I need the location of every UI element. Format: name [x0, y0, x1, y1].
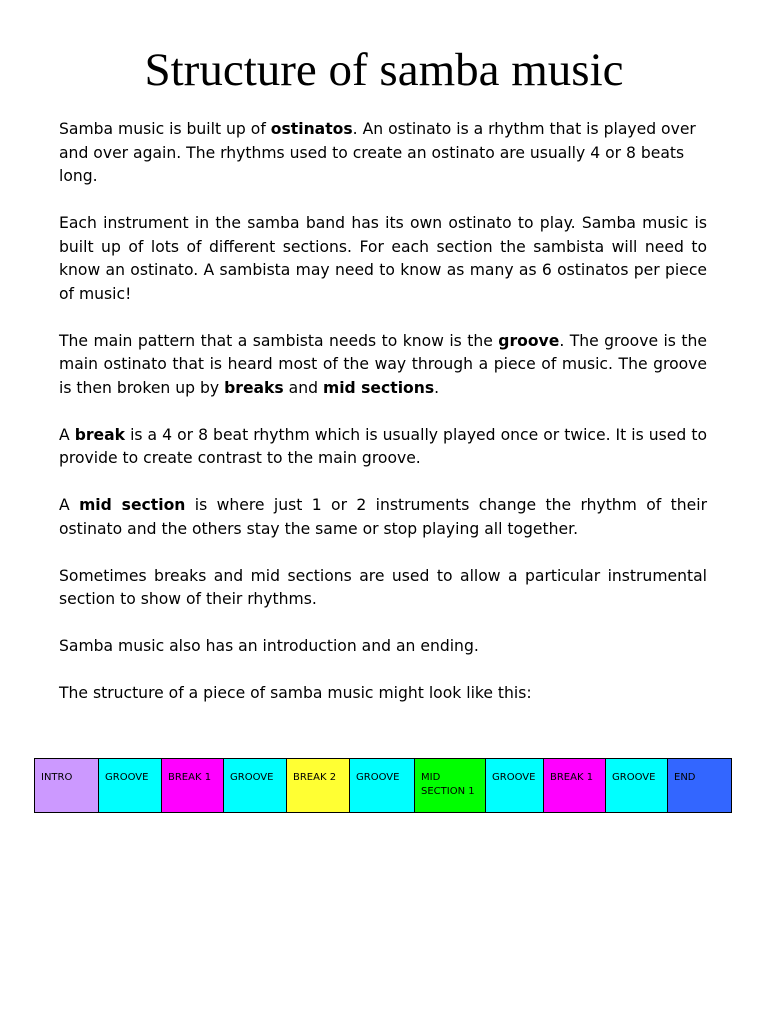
paragraph	[59, 118, 707, 189]
structure-cell: MID SECTION 1	[415, 759, 486, 812]
structure-cell: GROOVE	[99, 759, 162, 812]
paragraph-text: Samba music is built up of	[59, 120, 271, 138]
bold-term: break	[74, 425, 126, 444]
bold-term: groove	[498, 331, 560, 350]
paragraph	[59, 330, 707, 401]
paragraph	[59, 212, 707, 306]
paragraph-text: Samba music also has an introduction and an ending.	[59, 637, 479, 655]
bold-term: breaks	[224, 378, 284, 397]
page-title: Structure of samba music	[144, 44, 624, 96]
structure-cell: BREAK 1	[544, 759, 606, 812]
paragraph-text: Sometimes breaks and mid sections are used to allow a particular instrumental section to show of their rhythms.	[59, 566, 707, 608]
bold-term: mid sections	[322, 378, 435, 397]
structure-cell: BREAK 1	[162, 759, 224, 812]
paragraph	[59, 424, 707, 471]
paragraph-text: The main pattern that a sambista needs to know is the	[59, 331, 499, 350]
paragraph	[59, 682, 707, 706]
paragraph-text: .	[434, 378, 440, 397]
structure-cell: BREAK 2	[287, 759, 350, 812]
structure-cell: INTRO	[35, 759, 99, 812]
structure-cell: END	[668, 759, 731, 812]
structure-cell: GROOVE	[224, 759, 287, 812]
paragraph-text: is where just 1 or 2 instruments change the rhythm of their ostinato and the others stay the same or stop playing all together.	[59, 496, 708, 538]
paragraph-text: and	[283, 378, 323, 397]
bold-term: ostinatos	[270, 120, 353, 138]
structure-table	[34, 758, 732, 813]
paragraph-text: The structure of a piece of samba music might look like this:	[59, 684, 532, 702]
structure-cell: GROOVE	[606, 759, 668, 812]
paragraph	[59, 635, 707, 659]
bold-term: mid section	[79, 496, 186, 514]
paragraph-text: A	[59, 425, 75, 444]
body-text	[59, 118, 707, 729]
paragraph-text: is a 4 or 8 beat rhythm which is usually played once or twice. It is used to provide to create contrast to the main groove.	[59, 425, 707, 467]
paragraph	[59, 565, 707, 612]
paragraph-text: A	[59, 496, 80, 514]
paragraph-text: . An ostinato is a rhythm that is played over and over again. The rhythms used to create an ostinato are usually 4 or 8 beats long.	[59, 120, 696, 185]
paragraph	[59, 494, 707, 541]
paragraph-text: Each instrument in the samba band has its own ostinato to play. Samba music is built up of lots of different sections. For each section the sambista will need to know an ostinato. A sambista may need to know as many as 6 ostinatos per piece of music!	[59, 214, 707, 303]
structure-cell: GROOVE	[486, 759, 544, 812]
paragraph-text: . The groove is the main ostinato that is heard most of the way through a piece of music. The groove is then broken up by	[59, 331, 707, 397]
structure-cell: GROOVE	[350, 759, 415, 812]
